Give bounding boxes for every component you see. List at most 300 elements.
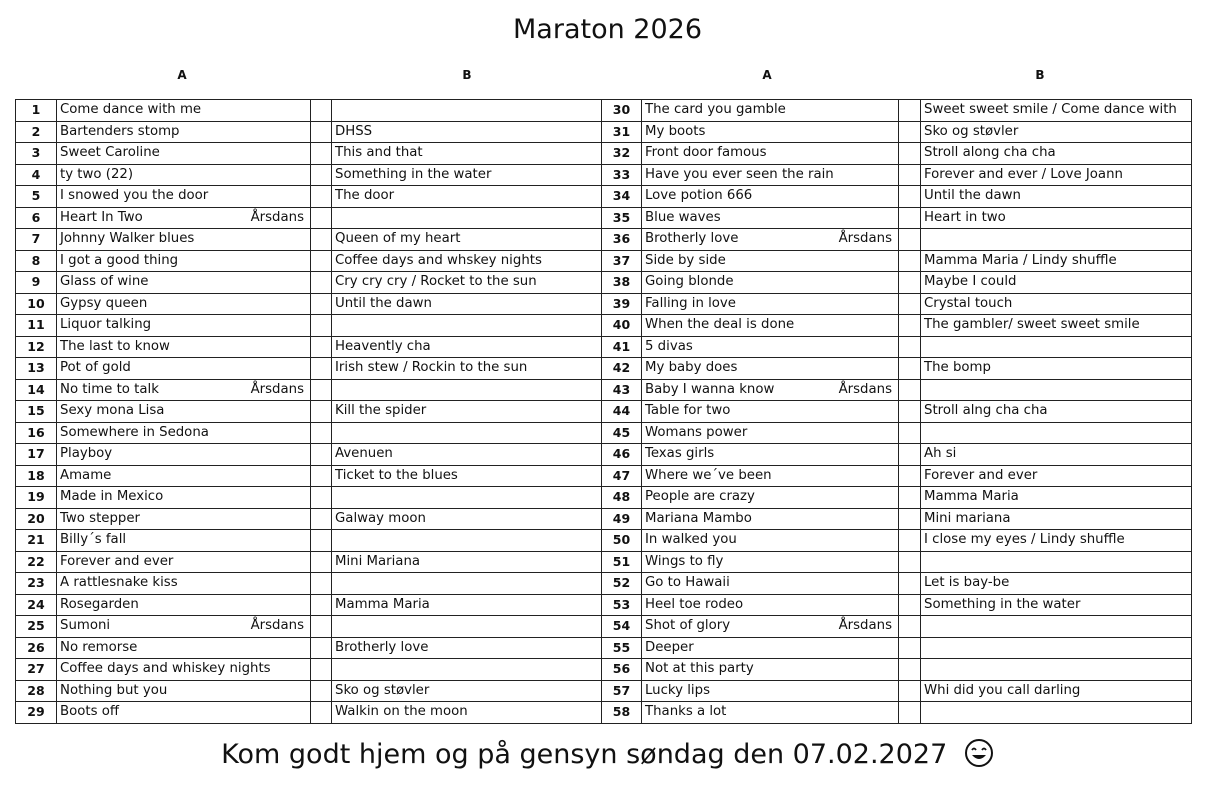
dance-a-cell — [642, 508, 899, 530]
row-number: 47 — [602, 465, 642, 487]
row-number: 37 — [602, 250, 642, 272]
dance-a-title: Two stepper — [60, 510, 141, 526]
blank-cell — [311, 250, 332, 272]
dance-a-title: Go to Hawaii — [645, 575, 730, 591]
table-row — [16, 702, 1192, 724]
blank-cell — [899, 358, 921, 380]
dance-a-cell — [57, 465, 311, 487]
dance-b-cell: Crystal touch — [921, 293, 1192, 315]
dance-a-title: Not at this party — [645, 661, 754, 677]
table-row — [16, 315, 1192, 337]
dance-b-cell — [332, 207, 602, 229]
blank-cell — [899, 444, 921, 466]
dance-a-cell — [642, 422, 899, 444]
dance-a-cell — [642, 594, 899, 616]
table-row — [16, 164, 1192, 186]
row-number: 17 — [16, 444, 57, 466]
dance-a-title: Somewhere in Sedona — [60, 424, 209, 440]
dance-a-title: Shot of glory — [645, 618, 731, 634]
dance-a-title: Sumoni — [60, 618, 111, 634]
row-number: 40 — [602, 315, 642, 337]
table-row — [16, 272, 1192, 294]
dance-a-cell — [57, 530, 311, 552]
dance-a-title: Coffee days and whiskey nights — [60, 661, 271, 677]
blank-cell — [899, 465, 921, 487]
row-number: 45 — [602, 422, 642, 444]
row-number: 33 — [602, 164, 642, 186]
blank-cell — [311, 573, 332, 595]
table-row — [16, 465, 1192, 487]
blank-cell — [899, 250, 921, 272]
row-number: 15 — [16, 401, 57, 423]
dance-b-cell: Sweet sweet smile / Come dance with — [921, 100, 1192, 122]
dance-b-cell: Let is bay-be — [921, 573, 1192, 595]
dance-a-title: Playboy — [60, 446, 113, 462]
dance-b-cell: Kill the spider — [332, 401, 602, 423]
dance-a-cell — [642, 293, 899, 315]
blank-cell — [899, 164, 921, 186]
row-number: 52 — [602, 573, 642, 595]
dance-a-title: I snowed you the door — [60, 188, 209, 204]
table-row — [16, 358, 1192, 380]
dance-a-cell — [57, 680, 311, 702]
dance-a-cell — [57, 315, 311, 337]
row-number: 6 — [16, 207, 57, 229]
blank-cell — [311, 508, 332, 530]
blank-cell — [899, 422, 921, 444]
dance-a-title: A rattlesnake kiss — [60, 575, 178, 591]
blank-cell — [899, 487, 921, 509]
dance-a-cell — [642, 637, 899, 659]
dance-b-cell — [921, 422, 1192, 444]
dance-b-cell: Forever and ever — [921, 465, 1192, 487]
blank-cell — [311, 100, 332, 122]
blank-cell — [311, 422, 332, 444]
row-number: 12 — [16, 336, 57, 358]
dance-a-cell — [642, 121, 899, 143]
dance-b-cell: Sko og støvler — [332, 680, 602, 702]
table-row — [16, 444, 1192, 466]
blank-cell — [899, 508, 921, 530]
row-number: 51 — [602, 551, 642, 573]
row-number: 49 — [602, 508, 642, 530]
row-number: 26 — [16, 637, 57, 659]
dance-a-title: Come dance with me — [60, 102, 202, 118]
row-number: 36 — [602, 229, 642, 251]
dance-b-cell: This and that — [332, 143, 602, 165]
dance-a-cell — [57, 164, 311, 186]
dance-a-title: Texas girls — [645, 446, 715, 462]
blank-cell — [899, 143, 921, 165]
dance-a-cell — [642, 659, 899, 681]
dance-a-title: In walked you — [645, 532, 737, 548]
dance-a-cell — [57, 186, 311, 208]
dance-b-cell — [921, 379, 1192, 401]
table-row — [16, 379, 1192, 401]
dance-a-title: People are crazy — [645, 489, 755, 505]
dance-b-cell: DHSS — [332, 121, 602, 143]
blank-cell — [311, 315, 332, 337]
dance-b-cell: Until the dawn — [921, 186, 1192, 208]
dance-a-title: Made in Mexico — [60, 489, 164, 505]
dance-a-title: Have you ever seen the rain — [645, 166, 834, 182]
dance-b-cell: Queen of my heart — [332, 229, 602, 251]
row-number: 8 — [16, 250, 57, 272]
dance-a-title: Thanks a lot — [645, 704, 727, 720]
dance-a-cell — [57, 379, 311, 401]
dance-b-cell: Walkin on the moon — [332, 702, 602, 724]
row-number: 42 — [602, 358, 642, 380]
blank-cell — [899, 379, 921, 401]
arsdans-tag: Årsdans — [838, 381, 892, 397]
blank-cell — [311, 358, 332, 380]
dance-b-cell: Mini Mariana — [332, 551, 602, 573]
dance-a-title: Heart In Two — [60, 209, 143, 225]
dance-b-cell: The gambler/ sweet sweet smile — [921, 315, 1192, 337]
row-number: 10 — [16, 293, 57, 315]
dance-a-cell — [57, 358, 311, 380]
blank-cell — [899, 659, 921, 681]
row-number: 24 — [16, 594, 57, 616]
dance-b-cell — [332, 100, 602, 122]
dance-b-cell — [332, 315, 602, 337]
blank-cell — [899, 702, 921, 724]
dance-b-cell: The door — [332, 186, 602, 208]
table-row — [16, 121, 1192, 143]
arsdans-tag: Årsdans — [250, 209, 304, 225]
dance-a-cell — [642, 250, 899, 272]
dance-b-cell: Irish stew / Rockin to the sun — [332, 358, 602, 380]
dance-a-title: Front door famous — [645, 145, 767, 161]
row-number: 57 — [602, 680, 642, 702]
dance-a-cell — [642, 336, 899, 358]
dance-a-cell — [642, 164, 899, 186]
blank-cell — [311, 530, 332, 552]
dance-a-title: Sexy mona Lisa — [60, 403, 165, 419]
column-header-a-left: A — [177, 68, 187, 82]
dance-a-cell — [57, 100, 311, 122]
dance-a-title: Wings to fly — [645, 553, 724, 569]
blank-cell — [899, 315, 921, 337]
blank-cell — [311, 272, 332, 294]
dance-a-cell — [642, 186, 899, 208]
table-row — [16, 186, 1192, 208]
dance-a-title: Johnny Walker blues — [60, 231, 195, 247]
dance-b-cell — [921, 616, 1192, 638]
dance-a-title: Womans power — [645, 424, 748, 440]
dance-a-cell — [57, 293, 311, 315]
table-row — [16, 508, 1192, 530]
dance-b-cell — [332, 573, 602, 595]
dance-schedule-table — [15, 99, 1192, 724]
table-row — [16, 401, 1192, 423]
dance-b-cell: Cry cry cry / Rocket to the sun — [332, 272, 602, 294]
dance-a-title: When the deal is done — [645, 317, 795, 333]
dance-b-cell: Stroll along cha cha — [921, 143, 1192, 165]
blank-cell — [899, 573, 921, 595]
blank-cell — [311, 229, 332, 251]
blank-cell — [311, 465, 332, 487]
dance-a-title: Bartenders stomp — [60, 123, 180, 139]
dance-b-cell: Mamma Maria — [332, 594, 602, 616]
dance-a-title: Amame — [60, 467, 112, 483]
blank-cell — [899, 100, 921, 122]
row-number: 4 — [16, 164, 57, 186]
blank-cell — [311, 336, 332, 358]
row-number: 46 — [602, 444, 642, 466]
dance-b-cell — [921, 702, 1192, 724]
row-number: 20 — [16, 508, 57, 530]
blank-cell — [311, 637, 332, 659]
table-row — [16, 573, 1192, 595]
dance-a-cell — [57, 659, 311, 681]
table-row — [16, 659, 1192, 681]
row-number: 32 — [602, 143, 642, 165]
dance-b-cell: Ah si — [921, 444, 1192, 466]
blank-cell — [311, 293, 332, 315]
dance-a-title: No remorse — [60, 639, 138, 655]
dance-a-title: Nothing but you — [60, 682, 168, 698]
blank-cell — [311, 702, 332, 724]
column-header-b-left: B — [462, 68, 472, 82]
blank-cell — [311, 659, 332, 681]
dance-a-cell — [57, 336, 311, 358]
dance-a-cell — [57, 143, 311, 165]
dance-a-cell — [642, 616, 899, 638]
dance-a-title: Table for two — [645, 403, 731, 419]
table-row — [16, 551, 1192, 573]
arsdans-tag: Årsdans — [838, 231, 892, 247]
row-number: 55 — [602, 637, 642, 659]
dance-b-cell: Sko og støvler — [921, 121, 1192, 143]
dance-b-cell — [332, 659, 602, 681]
dance-b-cell: Coffee days and whskey nights — [332, 250, 602, 272]
dance-a-title: Gypsy queen — [60, 295, 148, 311]
blank-cell — [311, 121, 332, 143]
footer-text: Kom godt hjem og på gensyn søndag den 07.02.2027 — [221, 739, 948, 770]
dance-b-cell: Mini mariana — [921, 508, 1192, 530]
row-number: 50 — [602, 530, 642, 552]
row-number: 19 — [16, 487, 57, 509]
dance-b-cell — [332, 616, 602, 638]
dance-b-cell: Something in the water — [921, 594, 1192, 616]
table-row — [16, 100, 1192, 122]
blank-cell — [899, 293, 921, 315]
blank-cell — [311, 401, 332, 423]
dance-a-cell — [57, 594, 311, 616]
blank-cell — [311, 487, 332, 509]
dance-b-cell: Maybe I could — [921, 272, 1192, 294]
dance-a-cell — [57, 250, 311, 272]
dance-a-cell — [57, 508, 311, 530]
dance-a-title: Where we´ve been — [645, 467, 772, 483]
dance-a-title: My baby does — [645, 360, 738, 376]
dance-a-title: 5 divas — [645, 338, 693, 354]
blank-cell — [311, 551, 332, 573]
dance-a-title: The last to know — [60, 338, 170, 354]
dance-a-cell — [57, 487, 311, 509]
row-number: 1 — [16, 100, 57, 122]
row-number: 56 — [602, 659, 642, 681]
table-row — [16, 422, 1192, 444]
row-number: 35 — [602, 207, 642, 229]
row-number: 13 — [16, 358, 57, 380]
row-number: 29 — [16, 702, 57, 724]
dance-a-title: Forever and ever — [60, 553, 174, 569]
row-number: 41 — [602, 336, 642, 358]
dance-a-cell — [642, 487, 899, 509]
arsdans-tag: Årsdans — [250, 381, 304, 397]
blank-cell — [899, 229, 921, 251]
dance-a-cell — [642, 272, 899, 294]
blank-cell — [899, 272, 921, 294]
table-row — [16, 616, 1192, 638]
blank-cell — [311, 616, 332, 638]
footer-message — [0, 733, 1215, 777]
dance-b-cell: Mamma Maria / Lindy shuffle — [921, 250, 1192, 272]
row-number: 5 — [16, 186, 57, 208]
dance-b-cell — [332, 530, 602, 552]
blank-cell — [311, 186, 332, 208]
row-number: 18 — [16, 465, 57, 487]
dance-a-cell — [642, 401, 899, 423]
blank-cell — [311, 207, 332, 229]
dance-a-title: My boots — [645, 123, 706, 139]
row-number: 53 — [602, 594, 642, 616]
table-row — [16, 143, 1192, 165]
row-number: 34 — [602, 186, 642, 208]
row-number: 28 — [16, 680, 57, 702]
dance-a-title: Pot of gold — [60, 360, 131, 376]
row-number: 7 — [16, 229, 57, 251]
dance-a-title: Rosegarden — [60, 596, 139, 612]
dance-a-cell — [57, 207, 311, 229]
row-number: 38 — [602, 272, 642, 294]
dance-a-title: Liquor talking — [60, 317, 152, 333]
dance-a-cell — [642, 680, 899, 702]
dance-a-cell — [642, 444, 899, 466]
dance-a-cell — [642, 379, 899, 401]
blank-cell — [899, 594, 921, 616]
row-number: 14 — [16, 379, 57, 401]
dance-a-title: Love potion 666 — [645, 188, 753, 204]
row-number: 9 — [16, 272, 57, 294]
column-header-a-right: A — [762, 68, 772, 82]
dance-a-title: Boots off — [60, 704, 120, 720]
dance-b-cell: Ticket to the blues — [332, 465, 602, 487]
dance-b-cell: Heavently cha — [332, 336, 602, 358]
arsdans-tag: Årsdans — [838, 618, 892, 634]
row-number: 22 — [16, 551, 57, 573]
dance-b-cell — [332, 379, 602, 401]
table-row — [16, 229, 1192, 251]
dance-b-cell — [332, 422, 602, 444]
table-row — [16, 594, 1192, 616]
blank-cell — [311, 444, 332, 466]
row-number: 54 — [602, 616, 642, 638]
dance-a-cell — [642, 702, 899, 724]
row-number: 44 — [602, 401, 642, 423]
row-number: 39 — [602, 293, 642, 315]
dance-a-cell — [57, 444, 311, 466]
table-row — [16, 680, 1192, 702]
dance-a-title: Baby I wanna know — [645, 381, 775, 397]
dance-a-cell — [642, 573, 899, 595]
row-number: 21 — [16, 530, 57, 552]
blank-cell — [899, 637, 921, 659]
blank-cell — [899, 401, 921, 423]
row-number: 30 — [602, 100, 642, 122]
dance-a-title: Mariana Mambo — [645, 510, 752, 526]
blank-cell — [311, 379, 332, 401]
dance-a-title: Sweet Caroline — [60, 145, 160, 161]
dance-a-title: Side by side — [645, 252, 726, 268]
dance-a-cell — [642, 207, 899, 229]
row-number: 31 — [602, 121, 642, 143]
dance-a-title: Billy´s fall — [60, 532, 127, 548]
dance-a-cell — [642, 358, 899, 380]
row-number: 43 — [602, 379, 642, 401]
dance-b-cell: Heart in two — [921, 207, 1192, 229]
blank-cell — [311, 594, 332, 616]
dance-a-title: Lucky lips — [645, 682, 710, 698]
dance-a-cell — [642, 530, 899, 552]
dance-a-cell — [57, 121, 311, 143]
row-number: 48 — [602, 487, 642, 509]
blank-cell — [311, 680, 332, 702]
table-row — [16, 250, 1192, 272]
page-title: Maraton 2026 — [513, 14, 702, 45]
table-row — [16, 530, 1192, 552]
dance-a-cell — [57, 272, 311, 294]
row-number: 3 — [16, 143, 57, 165]
blank-cell — [899, 551, 921, 573]
dance-b-cell — [332, 487, 602, 509]
dance-a-cell — [57, 422, 311, 444]
dance-a-cell — [642, 229, 899, 251]
dance-b-cell — [921, 551, 1192, 573]
dance-b-cell: Mamma Maria — [921, 487, 1192, 509]
row-number: 58 — [602, 702, 642, 724]
dance-a-cell — [57, 573, 311, 595]
dance-a-cell — [57, 637, 311, 659]
column-header-b-right: B — [1035, 68, 1045, 82]
dance-a-cell — [57, 702, 311, 724]
dance-b-cell: Brotherly love — [332, 637, 602, 659]
blank-cell — [899, 121, 921, 143]
dance-a-cell — [642, 465, 899, 487]
dance-b-cell — [921, 229, 1192, 251]
table-row — [16, 336, 1192, 358]
dance-b-cell — [921, 336, 1192, 358]
blank-cell — [899, 186, 921, 208]
arsdans-tag: Årsdans — [250, 618, 304, 634]
dance-b-cell: Avenuen — [332, 444, 602, 466]
dance-a-title: Going blonde — [645, 274, 734, 290]
dance-b-cell: Stroll alng cha cha — [921, 401, 1192, 423]
table-row — [16, 637, 1192, 659]
dance-a-cell — [57, 401, 311, 423]
dance-b-cell — [921, 659, 1192, 681]
table-row — [16, 293, 1192, 315]
row-number: 16 — [16, 422, 57, 444]
dance-b-cell: Galway moon — [332, 508, 602, 530]
blank-cell — [899, 336, 921, 358]
dance-a-title: Falling in love — [645, 295, 736, 311]
dance-a-cell — [642, 143, 899, 165]
table-row — [16, 487, 1192, 509]
dance-a-cell — [642, 551, 899, 573]
